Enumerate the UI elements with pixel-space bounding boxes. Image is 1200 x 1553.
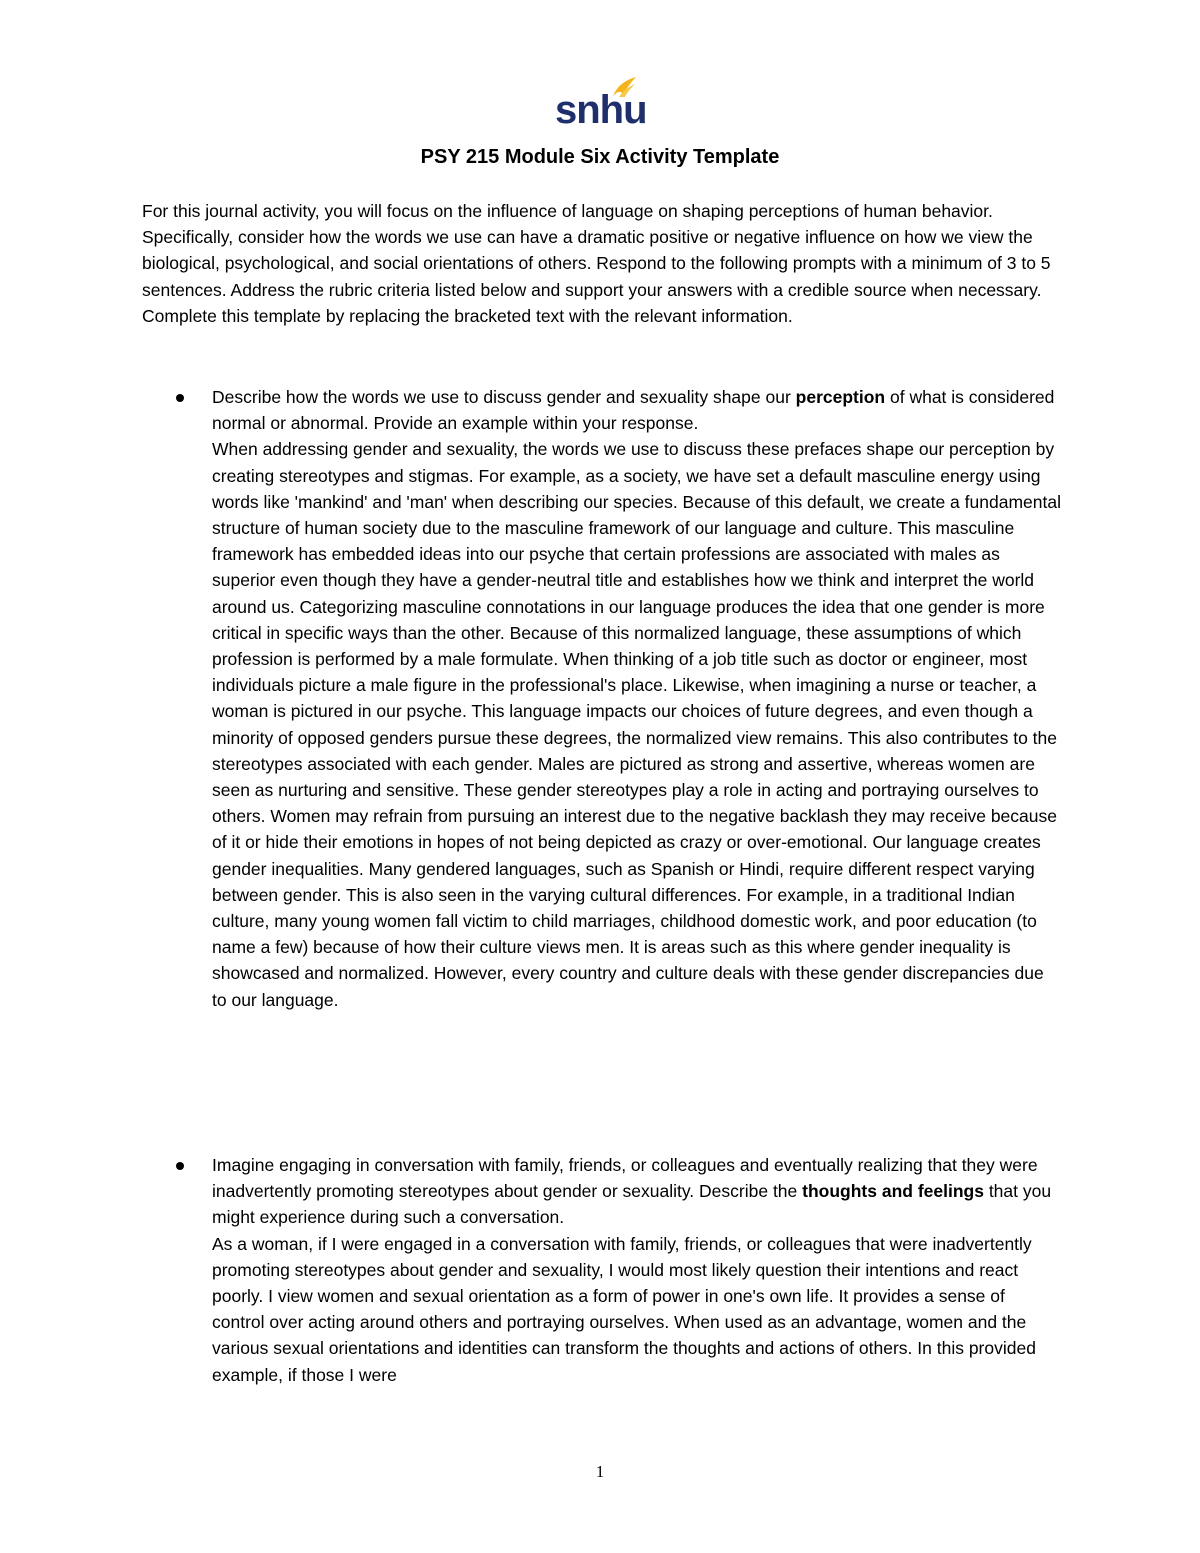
logo-wordmark: snhu: [555, 88, 647, 132]
prompt-two-bold-term: thoughts and feelings: [802, 1181, 984, 1202]
prompt-two-text-end: that you might experience during such a conversation.: [212, 1181, 1052, 1228]
page-title: PSY 215 Module Six Activity Template: [420, 146, 780, 168]
prompt-one-text-end: of what is considered normal or abnormal. Provide an example within your response.: [212, 387, 1055, 434]
prompt-one-answer: When addressing gender and sexuality, the words we use to discuss these prefaces shape our perception by creating stereotypes and stigmas. For example, as a society, we have set a default masculine energy using words like 'mankind' and 'man' when describing our species. Because of this default, we create a fundamental structure of human society due to the masculine framework of our language and culture. This masculine framework has embedded ideas into our psyche that certain professions are associated with males as superior even though they have a gender-neutral title and establishes how we think and interpret the world around us. Categorizing masculine connotations in our language produces the idea that one gender is more critical in specific ways than the other. Because of this normalized language, these assumptions of which profession is performed by a male formulate. When thinking of a job title such as doctor or engineer, most individuals picture a male figure in the professional's place. Likewise, when imagining a nurse or teacher, a woman is pictured in our psyche. This language impacts our choices of future degrees, and even though a minority of opposed genders pursue these degrees, the normalized view remains. This also contributes to the stereotypes associated with each gender. Males are pictured as strong and assertive, whereas women are seen as nurturing and sensitive. These gender stereotypes play a role in acting and portraying ourselves to others. Women may refrain from pursuing an interest due to the negative backlash they may receive because of it or hide their emotions in hopes of not being depicted as crazy or over-emotional. Our language creates gender inequalities. Many gendered languages, such as Spanish or Hindi, require different respect varying between gender. This is also seen in the varying cultural differences. For example, in a traditional Indian culture, many young women fall victim to child marriages, childhood domestic work, and poor education (to name a few) because of how their culture views men. It is areas such as this where gender inequality is showcased and normalized. However, every country and culture deals with these gender discrepancies due to our language.: [212, 439, 1061, 1010]
bullet-icon: [176, 394, 184, 402]
prompt-two-text-start: Imagine engaging in conversation with family, friends, or colleagues and eventually realizing that they were inadvertently promoting stereotypes about gender or sexuality. Describe the: [212, 1155, 1038, 1202]
page-number: 1: [595, 1462, 605, 1481]
prompt-two-item: [142, 1152, 1062, 1388]
prompt-two-answer: As a woman, if I were engaged in a conversation with family, friends, or colleagues that were inadvertently promoting stereotypes about gender and sexuality, I would most likely question their intentions and react poorly. I view women and sexual orientation as a form of power in one's own life. It provides a sense of control over acting around others and portraying ourselves. When used as an advantage, women and the various sexual orientations and identities can transform the thoughts and actions of others. In this provided example, if those I were: [212, 1233, 1036, 1385]
intro-paragraph: For this journal activity, you will focus on the influence of language on shaping perceptions of human behavior. Specifically, consider how the words we use can have a dramatic positive or negative influence on how we view the biological, psychological, and social orientations of others. Respond to the following prompts with a minimum of 3 to 5 sentences. Address the rubric criteria listed below and support your answers with a credible source when necessary. Complete this template by replacing the bracketed text with the relevant information.: [142, 201, 1051, 326]
prompt-one-question: [212, 384, 1062, 436]
prompt-one-bold-term: perception: [795, 387, 886, 407]
prompt-one-item: [142, 384, 1062, 1013]
snhu-logo: [555, 76, 645, 134]
prompt-two-question: [212, 1152, 1062, 1231]
bullet-icon: [176, 1162, 184, 1170]
prompt-one-text-start: Describe how the words we use to discuss gender and sexuality shape our: [212, 387, 796, 407]
